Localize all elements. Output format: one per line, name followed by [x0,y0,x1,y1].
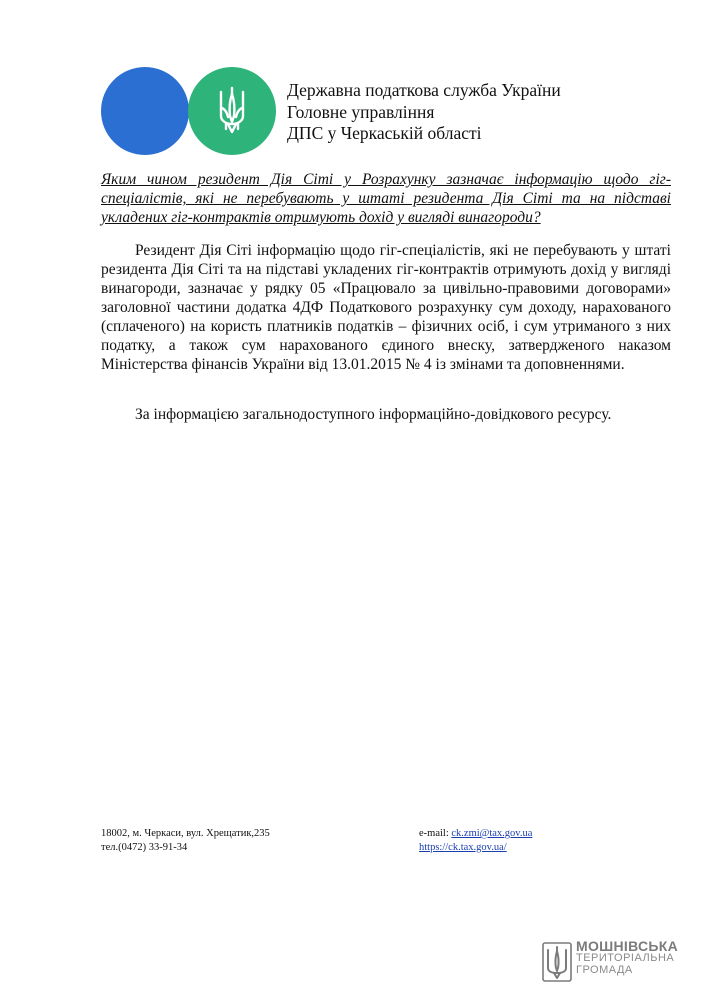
answer-paragraph: Резидент Дія Сіті інформацію щодо гіг-спеціалістів, які не перебувають у штаті резидента Дія Сіті та на підставі укладених гіг-контрактів отримують дохід у вигляді винагороди, зазначає у рядку 05 «Працювало за цивільно-правовими договорами» заголовної частини додатка 4ДФ Податкового розрахунку сум доходу, нарахованого (сплаченого) на користь платників податків – фізичних осіб, і сум утриманого з них податку, а також сум нарахованого єдиного внеску, затвердженого наказом Міністерства фінансів України від 13.01.2015 № 4 із змінами та доповненнями. [101,242,671,373]
email-link[interactable]: ck.zmi@tax.gov.ua [451,828,533,839]
watermark-line-3: ГРОМАДА [576,964,633,976]
source-note: За інформацією загальнодоступного інформаційно-довідкового ресурсу. [135,406,612,423]
org-line-2: Головне управління [287,101,435,122]
watermark-text [576,940,678,976]
footer-address: 18002, м. Черкаси, вул. Хрещатик,235 [101,828,270,839]
question-heading: Яким чином резидент Дія Сіті у Розрахунку зазначає інформацію щодо гіг-спеціалістів, які не перебувають у штаті резидента Дія Сіті та на підставі укладених гіг-контрактів отримують дохід у вигляді винагороди? [101,171,671,226]
email-label: e-mail: [419,828,449,839]
trident-icon [217,86,247,134]
footer-online [419,827,532,855]
watermark-line-1: МОШНІВСЬКА [576,938,679,954]
trident-icon [542,942,572,982]
logo-green-circle [188,67,276,155]
footer-email-row [419,827,532,841]
logo-blue-circle [101,67,189,155]
organization-name [287,80,561,145]
website-link[interactable]: https://ck.tax.gov.ua/ [419,842,507,853]
community-watermark [542,940,692,982]
org-line-3: ДПС у Черкаській області [287,123,482,143]
footer-contacts [101,827,270,855]
org-line-1: Державна податкова служба України [287,80,561,100]
watermark-line-2: ТЕРИТОРІАЛЬНА [576,952,675,964]
footer-phone: тел.(0472) 33-91-34 [101,842,188,853]
